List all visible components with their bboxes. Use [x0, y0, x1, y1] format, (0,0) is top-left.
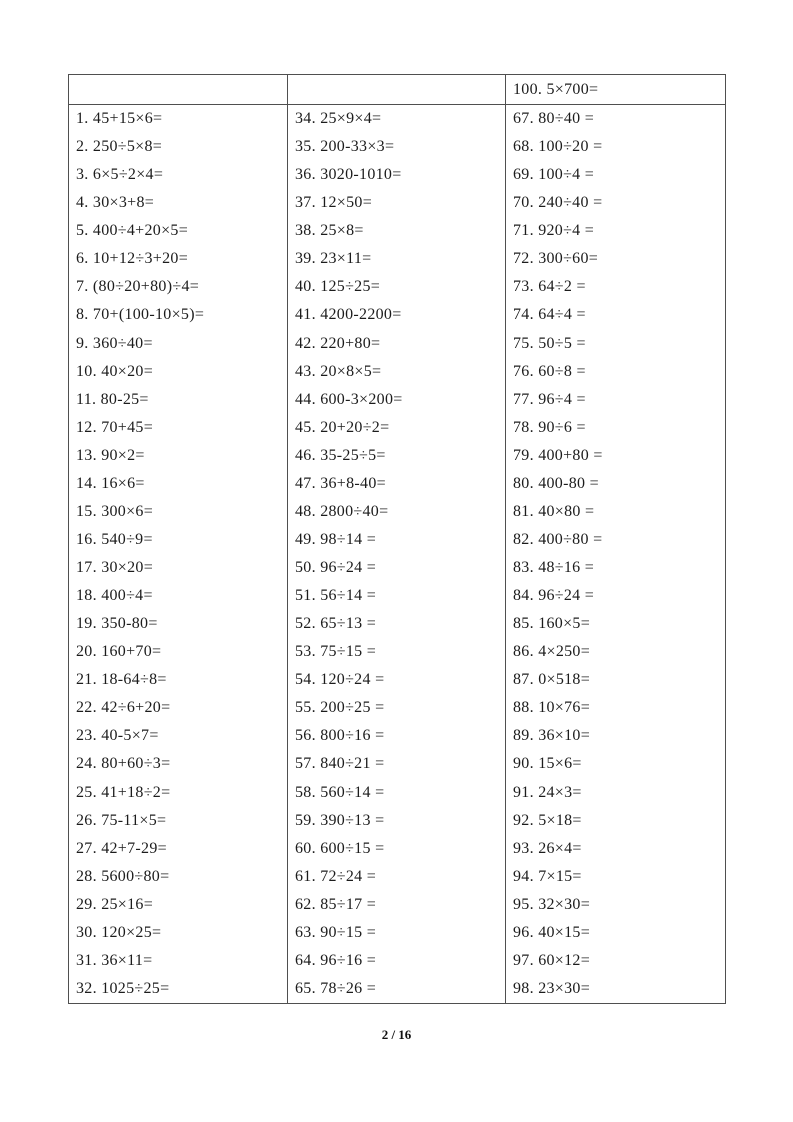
problem-item: 4. 30×3+8= — [76, 194, 155, 212]
problem-item: 38. 25×8= — [295, 222, 364, 240]
problem-item: 31. 36×11= — [76, 951, 153, 969]
problem-item: 8. 70+(100-10×5)= — [76, 306, 205, 324]
problem-item: 74. 64÷4 = — [513, 306, 586, 324]
problem-item: 88. 10×76= — [513, 699, 591, 717]
problem-item: 61. 72÷24 = — [295, 867, 377, 885]
problem-item: 45. 20+20÷2= — [295, 418, 390, 436]
problem-item: 26. 75-11×5= — [76, 811, 167, 829]
problem-item: 28. 5600÷80= — [76, 867, 170, 885]
problem-item: 94. 7×15= — [513, 867, 582, 885]
problem-item: 98. 23×30= — [513, 979, 591, 997]
problem-item: 56. 800÷16 = — [295, 727, 385, 745]
problem-item: 42. 220+80= — [295, 334, 381, 352]
problem-item: 37. 12×50= — [295, 194, 373, 212]
problem-item: 13. 90×2= — [76, 446, 145, 464]
problem-item: 34. 25×9×4= — [295, 110, 382, 127]
problem-item: 58. 560÷14 = — [295, 783, 385, 801]
problem-item: 82. 400÷80 = — [513, 530, 603, 548]
problem-item: 44. 600-3×200= — [295, 390, 403, 408]
header-cell-1 — [69, 75, 288, 104]
header-cell-3: 100. 5×700= — [513, 80, 599, 98]
problem-item: 2. 250÷5×8= — [76, 138, 163, 156]
problem-item: 52. 65÷13 = — [295, 615, 377, 633]
problem-item: 25. 41+18÷2= — [76, 783, 171, 801]
problem-item: 47. 36+8-40= — [295, 474, 386, 492]
problem-item: 84. 96÷24 = — [513, 587, 595, 605]
problem-item: 71. 920÷4 = — [513, 222, 595, 240]
problem-item: 67. 80÷40 = — [513, 110, 595, 127]
problem-item: 27. 42+7-29= — [76, 839, 167, 857]
problem-item: 64. 96÷16 = — [295, 951, 377, 969]
problem-item: 78. 90÷6 = — [513, 418, 586, 436]
problem-item: 43. 20×8×5= — [295, 362, 382, 380]
problem-item: 89. 36×10= — [513, 727, 591, 745]
problem-item: 92. 5×18= — [513, 811, 582, 829]
problem-item: 75. 50÷5 = — [513, 334, 586, 352]
problem-item: 91. 24×3= — [513, 783, 582, 801]
problem-item: 59. 390÷13 = — [295, 811, 385, 829]
problem-item: 79. 400+80 = — [513, 446, 603, 464]
problem-item: 69. 100÷4 = — [513, 166, 595, 184]
problem-item: 50. 96÷24 = — [295, 559, 377, 576]
problem-item: 54. 120÷24 = — [295, 671, 385, 689]
problem-item: 23. 40-5×7= — [76, 727, 159, 745]
problem-item: 97. 60×12= — [513, 951, 591, 969]
problem-item: 96. 40×15= — [513, 923, 591, 941]
problem-item: 18. 400÷4= — [76, 587, 153, 605]
problem-item: 16. 540÷9= — [76, 530, 153, 548]
problem-item: 46. 35-25÷5= — [295, 446, 386, 464]
problem-item: 76. 60÷8 = — [513, 362, 586, 380]
problem-item: 10. 40×20= — [76, 362, 154, 380]
problem-item: 55. 200÷25 = — [295, 699, 385, 717]
problem-item: 39. 23×11= — [295, 250, 372, 268]
problem-item: 11. 80-25= — [76, 390, 149, 408]
header-cell-2 — [288, 75, 506, 104]
problem-item: 1. 45+15×6= — [76, 110, 163, 127]
problem-item: 81. 40×80 = — [513, 502, 595, 520]
problem-item: 86. 4×250= — [513, 643, 591, 661]
problem-item: 83. 48÷16 = — [513, 559, 595, 576]
problem-column-2 — [288, 105, 506, 1003]
problem-item: 6. 10+12÷3+20= — [76, 250, 189, 268]
problem-item: 95. 32×30= — [513, 895, 591, 913]
problem-item: 12. 70+45= — [76, 418, 154, 436]
problem-column-1 — [69, 105, 288, 1003]
problem-column-3 — [506, 105, 725, 1003]
problem-item: 53. 75÷15 = — [295, 643, 377, 661]
problem-item: 62. 85÷17 = — [295, 895, 377, 913]
table-header-row — [69, 75, 725, 105]
problem-item: 85. 160×5= — [513, 615, 591, 633]
problem-item: 70. 240÷40 = — [513, 194, 603, 212]
problem-item: 30. 120×25= — [76, 923, 162, 941]
math-problems-table — [68, 74, 726, 1004]
problem-item: 20. 160+70= — [76, 643, 162, 661]
problem-item: 57. 840÷21 = — [295, 755, 385, 773]
problem-item: 87. 0×518= — [513, 671, 591, 689]
problem-item: 9. 360÷40= — [76, 334, 153, 352]
problem-item: 29. 25×16= — [76, 895, 154, 913]
problem-item: 80. 400-80 = — [513, 474, 599, 492]
problem-item: 65. 78÷26 = — [295, 979, 377, 997]
problem-item: 68. 100÷20 = — [513, 138, 603, 156]
problem-item: 5. 400÷4+20×5= — [76, 222, 189, 240]
problem-item: 90. 15×6= — [513, 755, 582, 773]
problem-item: 15. 300×6= — [76, 502, 154, 520]
problem-item: 21. 18-64÷8= — [76, 671, 167, 689]
problem-item: 63. 90÷15 = — [295, 923, 377, 941]
problem-item: 24. 80+60÷3= — [76, 755, 171, 773]
problem-item: 41. 4200-2200= — [295, 306, 402, 324]
problem-item: 19. 350-80= — [76, 615, 158, 633]
problem-item: 49. 98÷14 = — [295, 530, 377, 548]
problem-item: 36. 3020-1010= — [295, 166, 402, 184]
problem-item: 51. 56÷14 = — [295, 587, 377, 605]
problem-item: 35. 200-33×3= — [295, 138, 395, 156]
problem-item: 7. (80÷20+80)÷4= — [76, 278, 200, 296]
table-body-row — [69, 105, 725, 1003]
problem-item: 40. 125÷25= — [295, 278, 381, 296]
problem-item: 72. 300÷60= — [513, 250, 599, 268]
problem-item: 3. 6×5÷2×4= — [76, 166, 164, 184]
problem-item: 48. 2800÷40= — [295, 502, 389, 520]
problem-item: 60. 600÷15 = — [295, 839, 385, 857]
problem-item: 32. 1025÷25= — [76, 979, 170, 997]
problem-item: 14. 16×6= — [76, 474, 145, 492]
problem-item: 73. 64÷2 = — [513, 278, 586, 296]
page-number-indicator: 2 / 16 — [381, 1027, 412, 1042]
problem-item: 22. 42÷6+20= — [76, 699, 171, 717]
problem-item: 77. 96÷4 = — [513, 390, 586, 408]
problem-item: 17. 30×20= — [76, 559, 154, 576]
problem-item: 93. 26×4= — [513, 839, 582, 857]
